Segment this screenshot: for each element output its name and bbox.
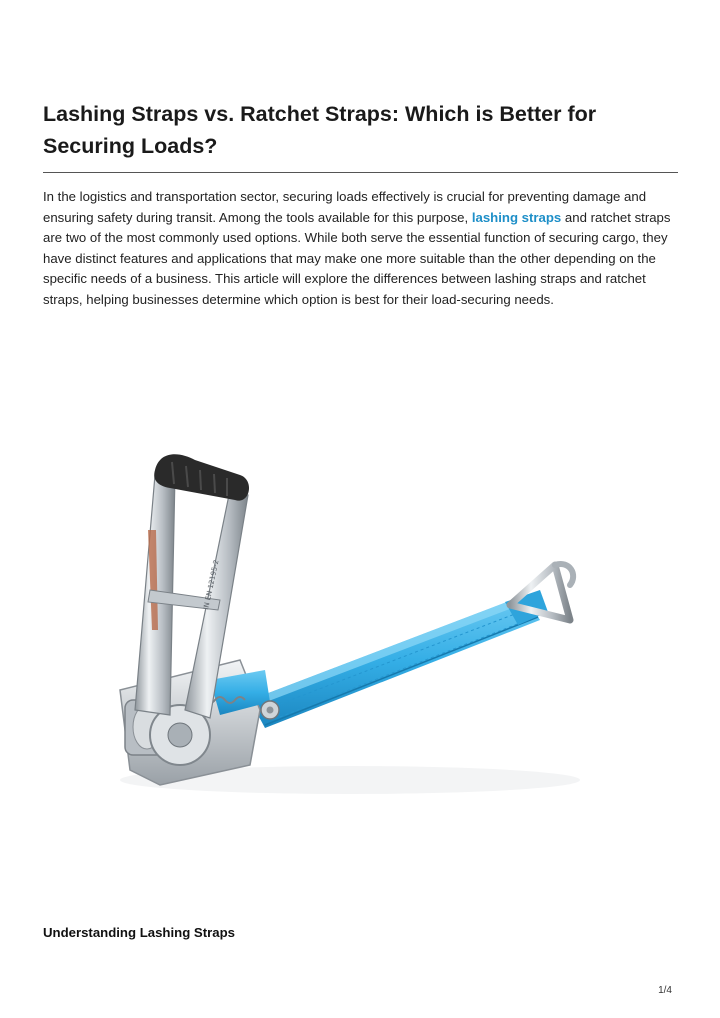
ratchet-strap-image [100, 380, 620, 840]
intro-paragraph [43, 187, 679, 310]
page-number: 1/4 [658, 985, 672, 996]
title-divider [43, 172, 678, 173]
intro-text-before-link: In the logistics and transportation sector, securing loads effectively is crucial for preventing damage and ensuring safety during transit. Among the tools available for this purpose, [43, 189, 647, 225]
section-heading: Understanding Lashing Straps [43, 925, 235, 940]
strap-webbing [250, 590, 548, 728]
intro-text-after-link: and ratchet straps are two of the most commonly used options. While both serve the essential function of securing cargo, they have distinct features and applications that may make one more suitable than the other depending on the specific needs of a business. This article will explore the differences between lashing straps and ratchet straps, helping businesses determine which option is best for their load-securing needs. [43, 209, 671, 307]
article-title: Lashing Straps vs. Ratchet Straps: Which is Better for Securing Loads? [43, 102, 597, 158]
lashing-straps-link[interactable]: lashing straps [471, 209, 562, 225]
handle-engraving: IN EN 12195-2 [202, 559, 221, 611]
